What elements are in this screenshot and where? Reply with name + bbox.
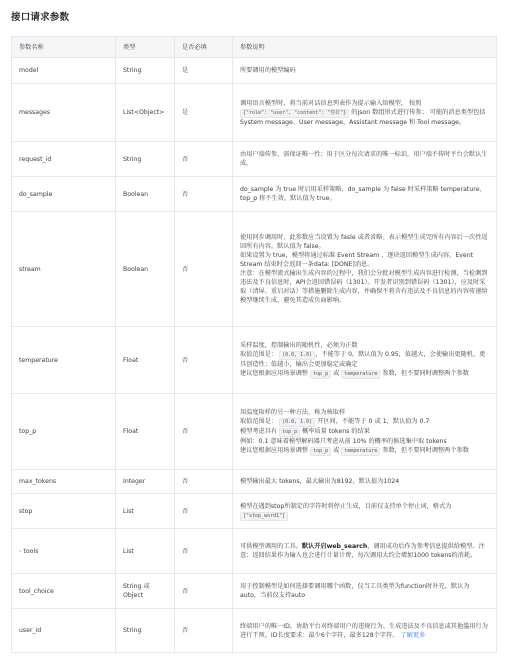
table-row [12,494,497,529]
param-name: top_p [12,394,116,470]
param-desc: 终端用户的唯一ID，协助平台对终端用户的违规行为、生成违法及不良信息或其他滥用行为进行干预。ID长度要求：最少6个字符，最多128个字符。 了解更多 [233,609,497,653]
param-name: messages [12,84,116,142]
param-desc: do_sample 为 true 时启用采样策略，do_sample 为 false 时采样策略 temperature、top_p 将不生效。默认值为 true。 [233,177,497,212]
param-required: 否 [175,494,233,529]
param-desc: 采样温度，控制输出的随机性，必须为正数 取值范围是： (0.0, 1.0) ，不能等于 0，默认值为 0.95，值越大，会使输出更随机，更具创造性；值越小，输出会更加稳定或确定 建议您根据应用场景调整 top_p 或 temperature 参数，但不要同时调整两个参数 [233,327,497,394]
param-type: String [116,609,175,653]
param-required: 否 [175,574,233,609]
table-row [12,327,497,394]
param-type: String [116,142,175,177]
param-required: 否 [175,394,233,470]
table-row [12,142,497,177]
param-desc: 模型输出最大 tokens，最大输出为8192，默认值为1024 [233,470,497,494]
table-row [12,394,497,470]
table-row [12,212,497,327]
param-desc: 由用户端传参，需保证唯一性；用于区分每次请求的唯一标识，用户端不传时平台会默认生成。 [233,142,497,177]
learn-more-link[interactable]: 了解更多 [400,631,426,639]
header-name: 参数名称 [12,37,116,58]
param-name: user_id [12,609,116,653]
code-snippet: (0.0, 1.0) [279,418,315,427]
table-row [12,58,497,84]
param-desc: 调用语言模型时，将当前对话信息列表作为提示输入给模型， 按照 {"role": "user", "content": "你好"} 的json 数组形式进行传参； 可能的消息类型包括 System message、User message、Assistant message 和 Tool message。 [233,84,497,142]
param-required: 否 [175,470,233,494]
param-name: do_sample [12,177,116,212]
param-required: 否 [175,327,233,394]
param-name: model [12,58,116,84]
code-snippet: ["stop_word1"] [240,512,288,521]
param-type: Boolean [116,177,175,212]
param-required: 否 [175,177,233,212]
request-params-table [11,36,497,653]
param-desc: 模型在遇到stop所制定的字符时将停止生成，目前仅支持单个停止词，格式为 ["stop_word1"] [233,494,497,529]
param-required: 否 [175,142,233,177]
param-type: String 或 Object [116,574,175,609]
param-name-tools[interactable]: › tools [12,529,116,574]
header-type: 类型 [116,37,175,58]
code-snippet: temperature [341,447,380,456]
param-required: 是 [175,84,233,142]
header-desc: 参数说明 [233,37,497,58]
table-header-row [12,37,497,58]
code-snippet: top_p [310,447,331,456]
param-name: max_tokens [12,470,116,494]
param-type: String [116,58,175,84]
param-desc: 使用同步调用时，此参数应当设置为 fasle 或者省略。表示模型生成完所有内容后一次性返回所有内容。默认值为 false。 如果设置为 true，模型将通过标准 Event Stream ，逐块返回模型生成内容。Event Stream 结束时会返回一条data: [DONE]消息。 注意：在模型流式输出生成内容的过程中，我们会分批对模型生成内容进行检测，当检测到违法及不良信息时，API会返回错误码（1301）。开发者识别到错误码（1301），应及时采取（清屏、重启对话）等措施删除生成内容，并确保不将含有违法及不良信息的内容传递给模型继续生成，避免其造成负面影响。 [233,212,497,327]
param-desc: 所要调用的模型编码 [233,58,497,84]
param-name: tool_choice [12,574,116,609]
param-type: List [116,494,175,529]
table-header [12,37,497,58]
header-required: 是否必填 [175,37,233,58]
code-snippet: (0.0, 1.0) [279,351,315,360]
table-row [12,609,497,653]
param-name: stop [12,494,116,529]
param-type: Integer [116,470,175,494]
param-desc: 用于控制模型是如何选择要调用哪个函数，仅当工具类型为function时补充。默认为auto，当前仅支持auto [233,574,497,609]
param-type: Float [116,394,175,470]
param-type: Boolean [116,212,175,327]
chevron-right-icon[interactable]: › [19,547,22,555]
param-required: 否 [175,609,233,653]
param-required: 否 [175,212,233,327]
param-desc: 可供模型调用的工具。默认开启web_search，调用成功后作为参考信息提供给模型。注意：返回结果作为输入也会进行计量计费，每次调用大约会增加1000 tokens的消耗。 [233,529,497,574]
param-desc: 用温度取样的另一种方法，称为核取样 取值范围是： (0.0, 1.0) 开区间，不能等于 0 或 1，默认值为 0.7 模型考虑具有 top_p 概率质量 tokens 的结果 例如：0.1 意味着模型解码器只考虑从前 10% 的概率的候选集中取 tokens 建议您根据应用场景调整 top_p 或 temperature 参数，但不要同时调整两个参数 [233,394,497,470]
param-required: 是 [175,58,233,84]
table-row [12,470,497,494]
param-type: List<Object> [116,84,175,142]
table-row [12,84,497,142]
code-snippet: top_p [310,370,331,379]
param-type: Float [116,327,175,394]
param-name: stream [12,212,116,327]
table-row [12,177,497,212]
param-name: temperature [12,327,116,394]
param-name: request_id [12,142,116,177]
code-snippet: top_p [279,428,300,437]
table-row [12,574,497,609]
table-row [12,529,497,574]
code-snippet: temperature [341,370,380,379]
param-required: 否 [175,529,233,574]
code-snippet: {"role": "user", "content": "你好"} [240,109,349,118]
page-title: 接口请求参数 [11,12,70,23]
param-type: List [116,529,175,574]
